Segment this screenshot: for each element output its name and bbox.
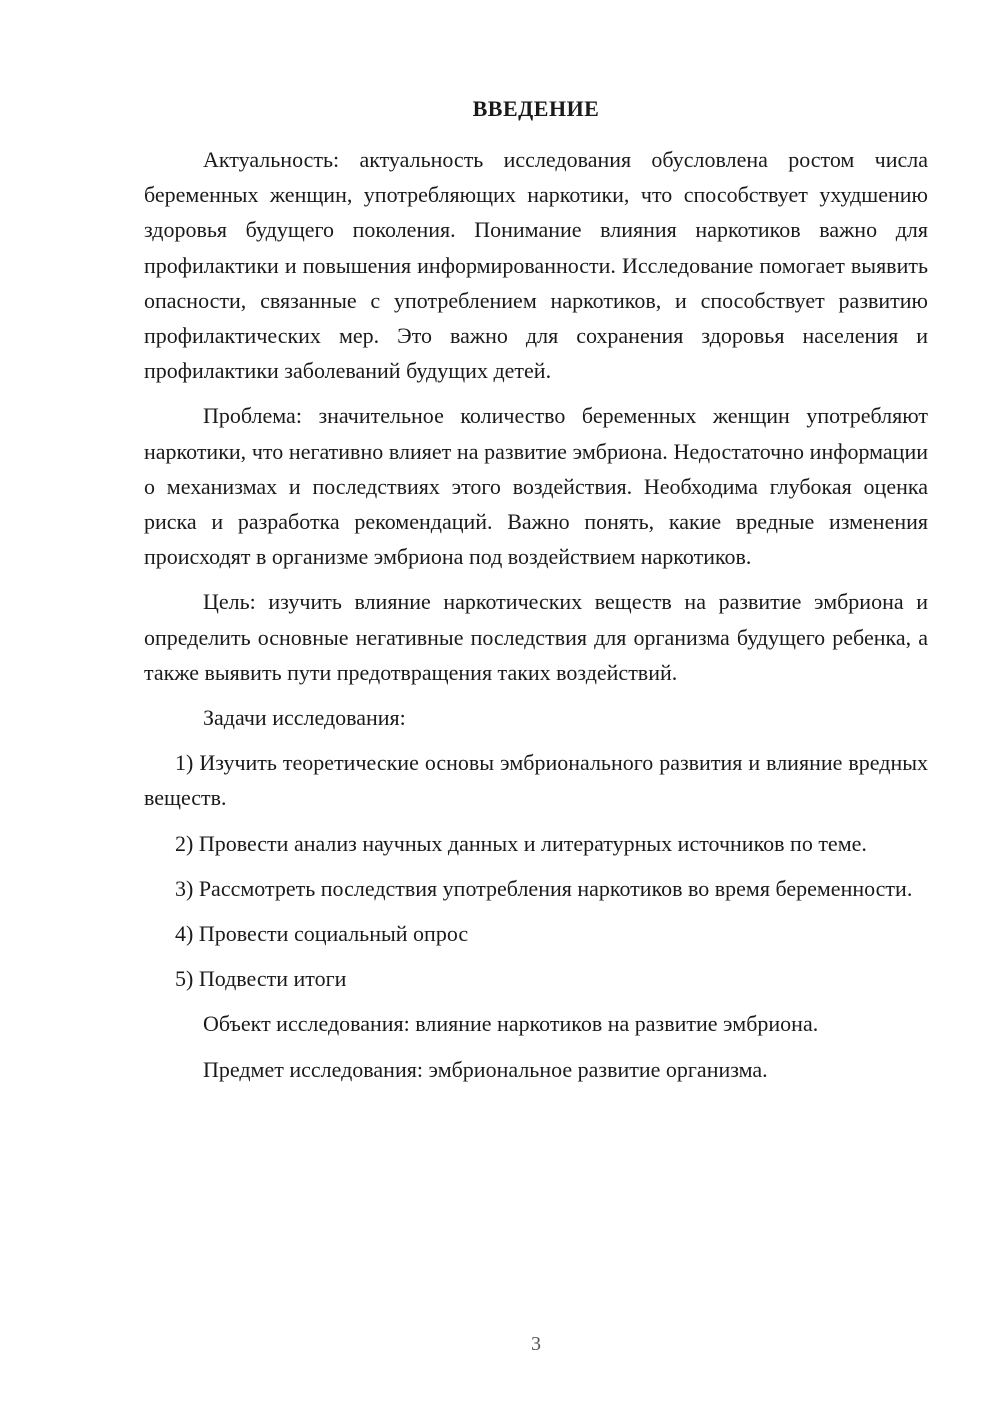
paragraph-relevance: Актуальность: актуальность исследования обусловлена ростом числа беременных женщин, употребляющих наркотики, что способствует ухудшению здоровья будущего поколения. Понимание влияния наркотиков важно для профилактики и повышения информированности. Исследование помогает выявить опасности, связанные с употреблением наркотиков, и способствует развитию профилактических мер. Это важно для сохранения здоровья населения и профилактики заболеваний будущих детей. — [144, 147, 928, 384]
task-item: 3) Рассмотреть последствия употребления наркотиков во время беременности. — [175, 875, 913, 901]
page-number: 3 — [531, 1333, 541, 1355]
tasks-heading: Задачи исследования: — [203, 705, 406, 731]
paragraph-object: Объект исследования: влияние наркотиков на развитие эмбриона. — [203, 1011, 819, 1037]
task-item: 5) Подвести итоги — [175, 966, 347, 992]
task-item: 1) Изучить теоретические основы эмбрионального развития и влияние вредных веществ. — [144, 750, 928, 811]
page-title: ВВЕДЕНИЕ — [472, 96, 600, 121]
task-item: 2) Провести анализ научных данных и литературных источников по теме. — [175, 830, 867, 856]
paragraph-subject: Предмет исследования: эмбриональное развитие организма. — [203, 1056, 768, 1082]
task-item: 4) Провести социальный опрос — [175, 921, 469, 947]
paragraph-problem: Проблема: значительное количество беременных женщин употребляют наркотики, что негативно влияет на развитие эмбриона. Недостаточно информации о механизмах и последствиях этого воздействия. Необходима глубокая оценка риска и разработка рекомендаций. Важно понять, какие вредные изменения происходят в организме эмбриона под воздействием наркотиков. — [144, 403, 928, 570]
paragraph-goal: Цель: изучить влияние наркотических веществ на развитие эмбриона и определить основные негативные последствия для организма будущего ребенка, а также выявить пути предотвращения таких воздействий. — [144, 589, 928, 685]
document-body — [144, 142, 928, 1097]
